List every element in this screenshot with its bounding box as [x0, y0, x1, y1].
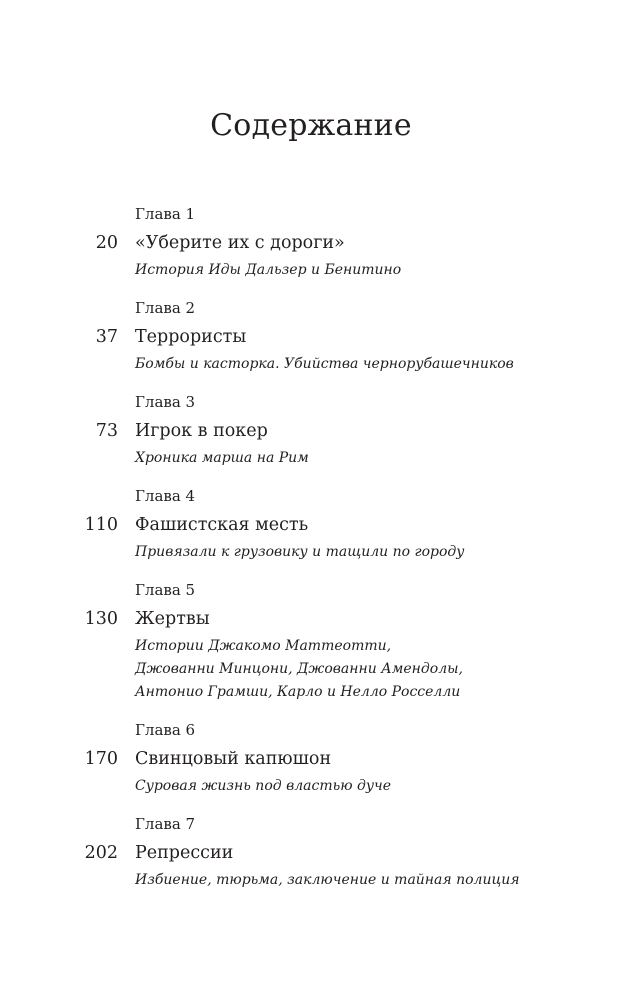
- subtitle-line: История Иды Дальзер и Бенитино: [135, 262, 402, 278]
- chapter-label: Глава 5: [135, 581, 196, 599]
- chapter-subtitle: [135, 635, 463, 704]
- chapter-title: Фашистская месть: [135, 515, 309, 535]
- toc-entry[interactable]: [0, 391, 644, 485]
- chapter-subtitle: [135, 259, 401, 282]
- page-number: 37: [95, 327, 118, 347]
- page-number: 110: [84, 515, 118, 535]
- chapter-subtitle: [135, 353, 514, 376]
- chapter-subtitle: [135, 869, 520, 892]
- page-number: 20: [95, 233, 118, 253]
- chapter-title: «Уберите их с дороги»: [135, 233, 345, 253]
- page-number: 130: [84, 609, 118, 629]
- subtitle-line: Хроника марша на Рим: [135, 450, 309, 466]
- page-number: 73: [95, 421, 118, 441]
- toc-entry[interactable]: [0, 813, 644, 907]
- page-number: 170: [84, 749, 118, 769]
- subtitle-line: Джованни Минцони, Джованни Амендолы,: [135, 661, 463, 677]
- chapter-label: Глава 6: [135, 721, 196, 739]
- toc-list: [0, 203, 644, 907]
- subtitle-line: Привязали к грузовику и тащили по городу: [135, 544, 465, 560]
- chapter-subtitle: [135, 541, 464, 564]
- subtitle-line: Избиение, тюрьма, заключение и тайная полиция: [135, 872, 520, 888]
- toc-entry[interactable]: [0, 719, 644, 813]
- chapter-label: Глава 4: [135, 487, 196, 505]
- chapter-label: Глава 3: [135, 393, 196, 411]
- page-number: 202: [84, 843, 118, 863]
- subtitle-line: Бомбы и касторка. Убийства чернорубашечников: [135, 356, 514, 372]
- toc-entry[interactable]: [0, 485, 644, 579]
- chapter-label: Глава 1: [135, 205, 196, 223]
- chapter-title: Свинцовый капюшон: [135, 749, 332, 769]
- chapter-subtitle: [135, 447, 309, 470]
- chapter-title: Жертвы: [135, 609, 210, 629]
- chapter-title: Репрессии: [135, 843, 234, 863]
- chapter-title: Игрок в покер: [135, 421, 268, 441]
- toc-entry[interactable]: [0, 203, 644, 297]
- toc-entry[interactable]: [0, 579, 644, 719]
- chapter-label: Глава 2: [135, 299, 196, 317]
- chapter-subtitle: [135, 775, 391, 798]
- subtitle-line: Истории Джакомо Маттеотти,: [135, 638, 392, 654]
- toc-entry[interactable]: [0, 297, 644, 391]
- chapter-title: Террористы: [135, 327, 247, 347]
- page-title: Содержание: [210, 108, 412, 143]
- subtitle-line: Суровая жизнь под властью дуче: [135, 778, 391, 794]
- subtitle-line: Антонио Грамши, Карло и Нелло Росселли: [135, 684, 461, 700]
- chapter-label: Глава 7: [135, 815, 196, 833]
